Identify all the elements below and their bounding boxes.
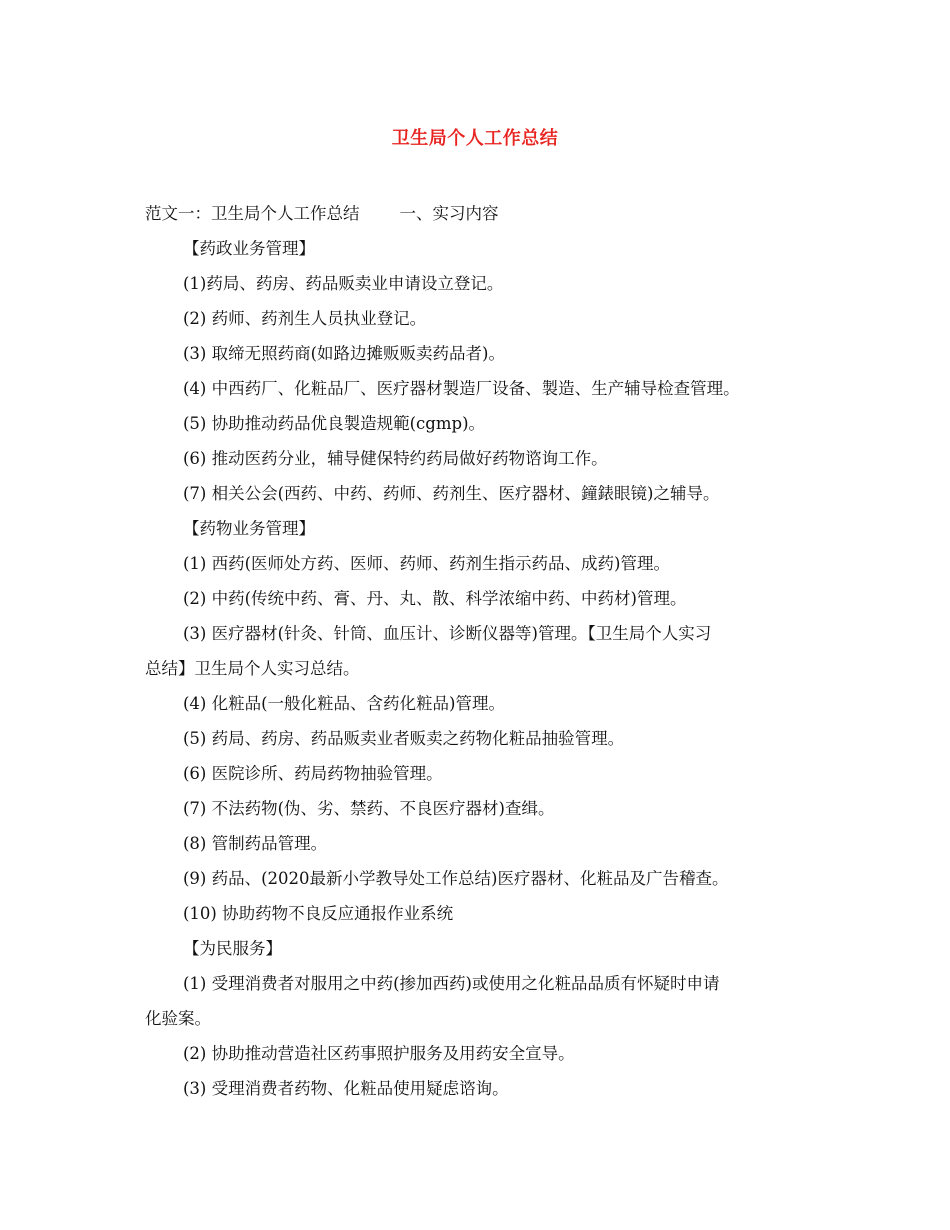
list-item: (1)药局、药房、药品贩卖业申请设立登记。 (183, 274, 504, 293)
list-item: (3) 受理消费者药物、化粧品使用疑虑谘询。 (183, 1079, 509, 1098)
intro-subheading: 一、实习内容 (399, 204, 499, 223)
list-item: (9) 药品、(2020最新小学教导处工作总结)医疗器材、化粧品及广告稽查。 (183, 869, 729, 888)
list-item: (10) 协助药物不良反应通报作业系统 (183, 904, 454, 923)
list-item: (1) 受理消费者对服用之中药(掺加西药)或使用之化粧品品质有怀疑时申请 (183, 974, 720, 993)
section-heading-drug-business: 【药物业务管理】 (183, 519, 315, 538)
list-item: (8) 管制药品管理。 (183, 834, 328, 853)
list-item: (2) 中药(传统中药、膏、丹、丸、散、科学浓缩中药、中药材)管理。 (183, 589, 687, 608)
list-item: (5) 药局、药房、药品贩卖业者贩卖之药物化粧品抽验管理。 (183, 729, 625, 748)
list-item: (7) 不法药物(伪、劣、禁药、不良医疗器材)查缉。 (183, 799, 555, 818)
list-item: (4) 化粧品(一般化粧品、含药化粧品)管理。 (183, 694, 505, 713)
list-item-continuation: 总结】卫生局个人实习总结。 (145, 659, 360, 678)
list-item: (2) 药师、药剂生人员执业登记。 (183, 309, 427, 328)
list-item: (7) 相关公会(西药、中药、药师、药剂生、医疗器材、鐘錶眼镜)之辅导。 (183, 484, 720, 503)
list-item: (6) 推动医药分业，辅导健保特约药局做好药物谘询工作。 (183, 449, 608, 468)
list-item: (4) 中西药厂、化粧品厂、医疗器材製造厂设备、製造、生产辅导检查管理。 (183, 379, 740, 398)
list-item: (5) 协助推动药品优良製造规範(cgmp)。 (183, 414, 486, 433)
list-item: (1) 西药(医师处方药、医师、药师、药剂生指示药品、成药)管理。 (183, 554, 670, 573)
section-heading-drug-admin: 【药政业务管理】 (183, 239, 315, 258)
list-item: (3) 取缔无照药商(如路边摊贩贩卖药品者)。 (183, 344, 505, 363)
list-item-continuation: 化验案。 (145, 1009, 211, 1028)
intro-heading: 范文一：卫生局个人工作总结 (145, 204, 360, 223)
document-body (145, 196, 813, 1106)
document-title: 卫生局个人工作总结 (391, 128, 559, 149)
list-item: (2) 协助推动营造社区药事照护服务及用药安全宣导。 (183, 1044, 575, 1063)
section-heading-public-service: 【为民服务】 (183, 939, 282, 958)
intro-line (145, 196, 813, 231)
list-item: (6) 医院诊所、药局药物抽验管理。 (183, 764, 443, 783)
list-item: (3) 医疗器材(针灸、针筒、血压计、诊断仪器等)管理。【卫生局个人实习 (183, 624, 712, 643)
